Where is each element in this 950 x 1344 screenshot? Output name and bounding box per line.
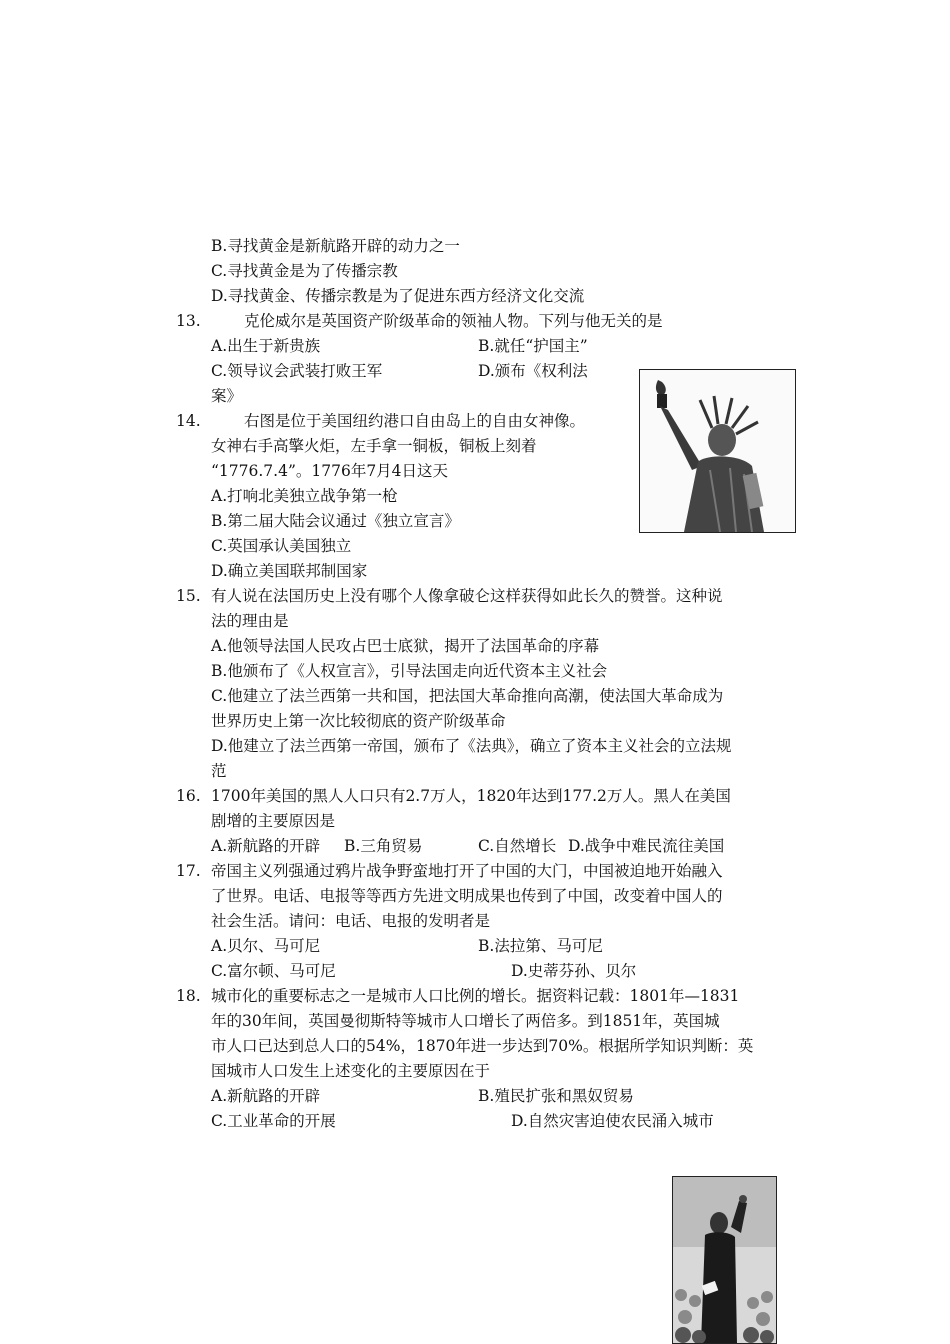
q18-stem-line4: 国城市人口发生上述变化的主要原因在于	[211, 1062, 491, 1080]
q14-stem-line2: 女神右手高擎火炬，左手拿一铜板，铜板上刻着	[211, 437, 537, 455]
speech-figure-image	[672, 1176, 777, 1344]
q15-stem-line2: 法的理由是	[211, 612, 289, 630]
q12-option-b: B.寻找黄金是新航路开辟的动力之一	[211, 237, 460, 255]
q17-option-d: D.史蒂芬孙、贝尔	[511, 962, 637, 980]
q18-stem-line2: 年的30年间，英国曼彻斯特等城市人口增长了两倍多。到1851年，英国城	[211, 1012, 720, 1030]
q13-number: 13.	[176, 312, 201, 330]
q16-option-a: A.新航路的开辟	[211, 837, 321, 855]
q12-option-d: D.寻找黄金、传播宗教是为了促进东西方经济文化交流	[211, 287, 585, 305]
q17-option-c: C.富尔顿、马可尼	[211, 962, 336, 980]
q12-option-c: C.寻找黄金是为了传播宗教	[211, 262, 398, 280]
q14-option-c: C.英国承认美国独立	[211, 537, 352, 555]
q15-number: 15.	[176, 587, 201, 605]
q13-stem: 克伦威尔是英国资产阶级革命的领袖人物。下列与他无关的是	[244, 312, 663, 330]
q14-option-d: D.确立美国联邦制国家	[211, 562, 368, 580]
q17-number: 17.	[176, 862, 201, 880]
q18-option-c: C.工业革命的开展	[211, 1112, 336, 1130]
q13-option-a: A.出生于新贵族	[211, 337, 321, 355]
q18-option-a: A.新航路的开辟	[211, 1087, 321, 1105]
q15-option-d-cont: 范	[211, 762, 227, 780]
q15-option-c: C.他建立了法兰西第一共和国，把法国大革命推向高潮，使法国大革命成为	[211, 687, 724, 705]
q17-stem-line3: 社会生活。请问：电话、电报的发明者是	[211, 912, 491, 930]
q15-option-c-cont: 世界历史上第一次比较彻底的资产阶级革命	[211, 712, 506, 730]
q18-number: 18.	[176, 987, 201, 1005]
q15-option-a: A.他领导法国人民攻占巴士底狱，揭开了法国革命的序幕	[211, 637, 600, 655]
q17-stem-line2: 了世界。电话、电报等等西方先进文明成果也传到了中国，改变着中国人的	[211, 887, 723, 905]
q14-stem-line1: 右图是位于美国纽约港口自由岛上的自由女神像。	[244, 412, 586, 430]
q14-stem-line3: “1776.7.4”。1776年7月4日这天	[211, 462, 449, 480]
q17-stem-line1: 帝国主义列强通过鸦片战争野蛮地打开了中国的大门，中国被迫地开始融入	[211, 862, 723, 880]
q18-option-d: D.自然灾害迫使农民涌入城市	[511, 1112, 714, 1130]
q16-option-b: B.三角贸易	[344, 837, 423, 855]
q15-option-b: B.他颁布了《人权宣言》，引导法国走向近代资本主义社会	[211, 662, 608, 680]
statue-of-liberty-image	[639, 369, 796, 533]
q13-option-d: D.颁布《权利法	[478, 362, 588, 380]
q18-stem-line3: 市人口已达到总人口的54%，1870年进一步达到70%。根据所学知识判断：英	[211, 1037, 754, 1055]
q17-option-a: A.贝尔、马可尼	[211, 937, 321, 955]
q16-option-d: D.战争中难民流往美国	[568, 837, 725, 855]
q13-option-d-cont: 案》	[211, 387, 243, 405]
q16-stem-line2: 剧增的主要原因是	[211, 812, 336, 830]
q15-option-d: D.他建立了法兰西第一帝国，颁布了《法典》，确立了资本主义社会的立法规	[211, 737, 732, 755]
q15-stem-line1: 有人说在法国历史上没有哪个人像拿破仑这样获得如此长久的赞誉。这种说	[211, 587, 723, 605]
q13-option-c: C.领导议会武装打败王军	[211, 362, 383, 380]
q16-stem-line1: 1700年美国的黑人人口只有2.7万人，1820年达到177.2万人。黑人在美国	[211, 787, 731, 805]
q16-number: 16.	[176, 787, 201, 805]
q18-stem-line1: 城市化的重要标志之一是城市人口比例的增长。据资料记载：1801年—1831	[211, 987, 740, 1005]
q14-number: 14.	[176, 412, 201, 430]
q13-option-b: B.就任“护国主”	[478, 337, 588, 355]
q14-option-b: B.第二届大陆会议通过《独立宣言》	[211, 512, 460, 530]
q18-option-b: B.殖民扩张和黑奴贸易	[478, 1087, 634, 1105]
q17-option-b: B.法拉第、马可尼	[478, 937, 603, 955]
q16-option-c: C.自然增长	[478, 837, 557, 855]
q14-option-a: A.打响北美独立战争第一枪	[211, 487, 398, 505]
